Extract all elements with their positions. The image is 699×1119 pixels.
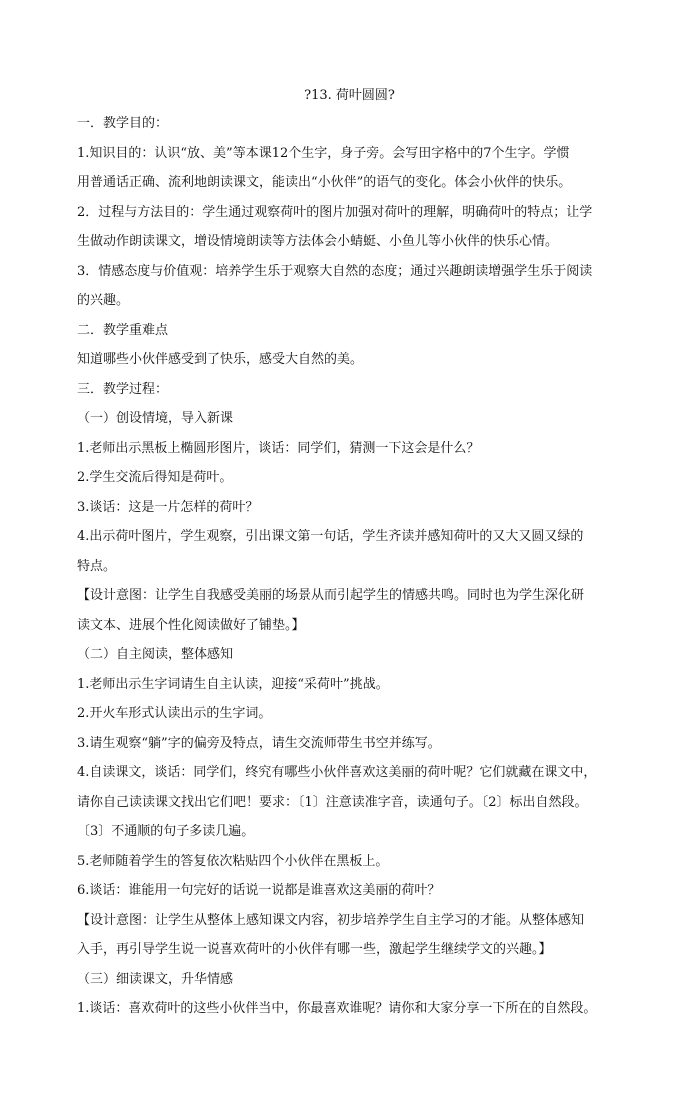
body-line: 2．过程与方法目的：学生通过观察荷叶的图片加强对荷叶的理解，明确荷叶的特点；让学 xyxy=(77,204,593,220)
body-line: 特点。 xyxy=(77,558,117,574)
body-line: （二）自主阅读，整体感知 xyxy=(77,647,234,662)
document-title: ?13. 荷叶圆圆? xyxy=(304,88,395,103)
body-line: 5.老师随着学生的答复依次粘贴四个小伙伴在黑板上。 xyxy=(77,853,389,869)
body-line: 1.谈话：喜欢荷叶的这些小伙伴当中，你最喜欢谁呢？请你和大家分享一下所在的自然段。 xyxy=(77,1001,597,1016)
body-line: 入手，再引导学生说一说喜欢荷叶的小伙伴有哪一些，激起学生继续学文的兴趣。】 xyxy=(77,942,552,957)
body-line: 2.学生交流后得知是荷叶。 xyxy=(77,470,233,485)
body-line: 〔3〕不通顺的句子多读几遍。 xyxy=(77,824,255,839)
body-line: 读文本、进展个性化阅读做好了铺垫。】 xyxy=(77,617,305,633)
body-line: 3.谈话：这是一片怎样的荷叶？ xyxy=(77,499,259,515)
body-line: 【设计意图：让学生从整体上感知课文内容，初步培养学生自主学习的才能。从整体感知 xyxy=(77,912,585,928)
body-line: 【设计意图：让学生自我感受美丽的场景从而引起学生的情感共鸣。同时也为学生深化研 xyxy=(77,588,585,603)
body-line: （三）细读课文，升华情感 xyxy=(77,971,234,987)
body-line: 4.自读课文，谈话：同学们，终究有哪些小伙伴喜欢这美丽的荷叶呢？它们就藏在课文中， xyxy=(77,765,597,780)
body-line: 二．教学重难点 xyxy=(77,322,169,338)
body-line: 1.知识目的：认识“放、美”等本课12个生字，身子旁。会写田字格中的7个生字。学惯 xyxy=(77,145,570,161)
body-line: （一）创设情境，导入新课 xyxy=(77,411,234,426)
document-body xyxy=(77,114,633,1029)
body-line: 3．情感态度与价值观：培养学生乐于观察大自然的态度；通过兴趣朗读增强学生乐于阅读 xyxy=(77,263,593,279)
body-line: 一．教学目的： xyxy=(77,116,169,131)
body-line: 的兴趣。 xyxy=(77,293,130,308)
body-line: 6.谈话：谁能用一句完好的话说一说都是谁喜欢这美丽的荷叶？ xyxy=(77,883,441,898)
body-line: 4.出示荷叶图片，学生观察，引出课文第一句话，学生齐读并感知荷叶的又大又圆又绿的 xyxy=(77,529,584,544)
body-line: 1.老师出示黑板上椭圆形图片，谈话：同学们，猜测一下这会是什么？ xyxy=(77,440,480,456)
body-line: 知道哪些小伙伴感受到了快乐，感受大自然的美。 xyxy=(77,352,364,367)
body-line: 3.请生观察“躺”字的偏旁及特点，请生交流师带生书空并练写。 xyxy=(77,735,441,751)
body-line: 用普通话正确、流利地朗读课文，能读出“小伙伴”的语气的变化。体会小伙伴的快乐。 xyxy=(77,175,572,190)
body-line: 请你自己读读课文找出它们吧！要求：〔1〕注意读准字音，读通句子。〔2〕标出自然段。 xyxy=(77,794,588,810)
body-line: 生做动作朗读课文，增设情境朗读等方法体会小蜻蜓、小鱼儿等小伙伴的快乐心情。 xyxy=(77,234,559,249)
body-line: 1.老师出示生字词请生自主认读，迎接“采荷叶”挑战。 xyxy=(77,676,389,692)
body-line: 三．教学过程： xyxy=(77,381,169,397)
body-line: 2.开火车形式认读出示的生字词。 xyxy=(77,706,272,721)
